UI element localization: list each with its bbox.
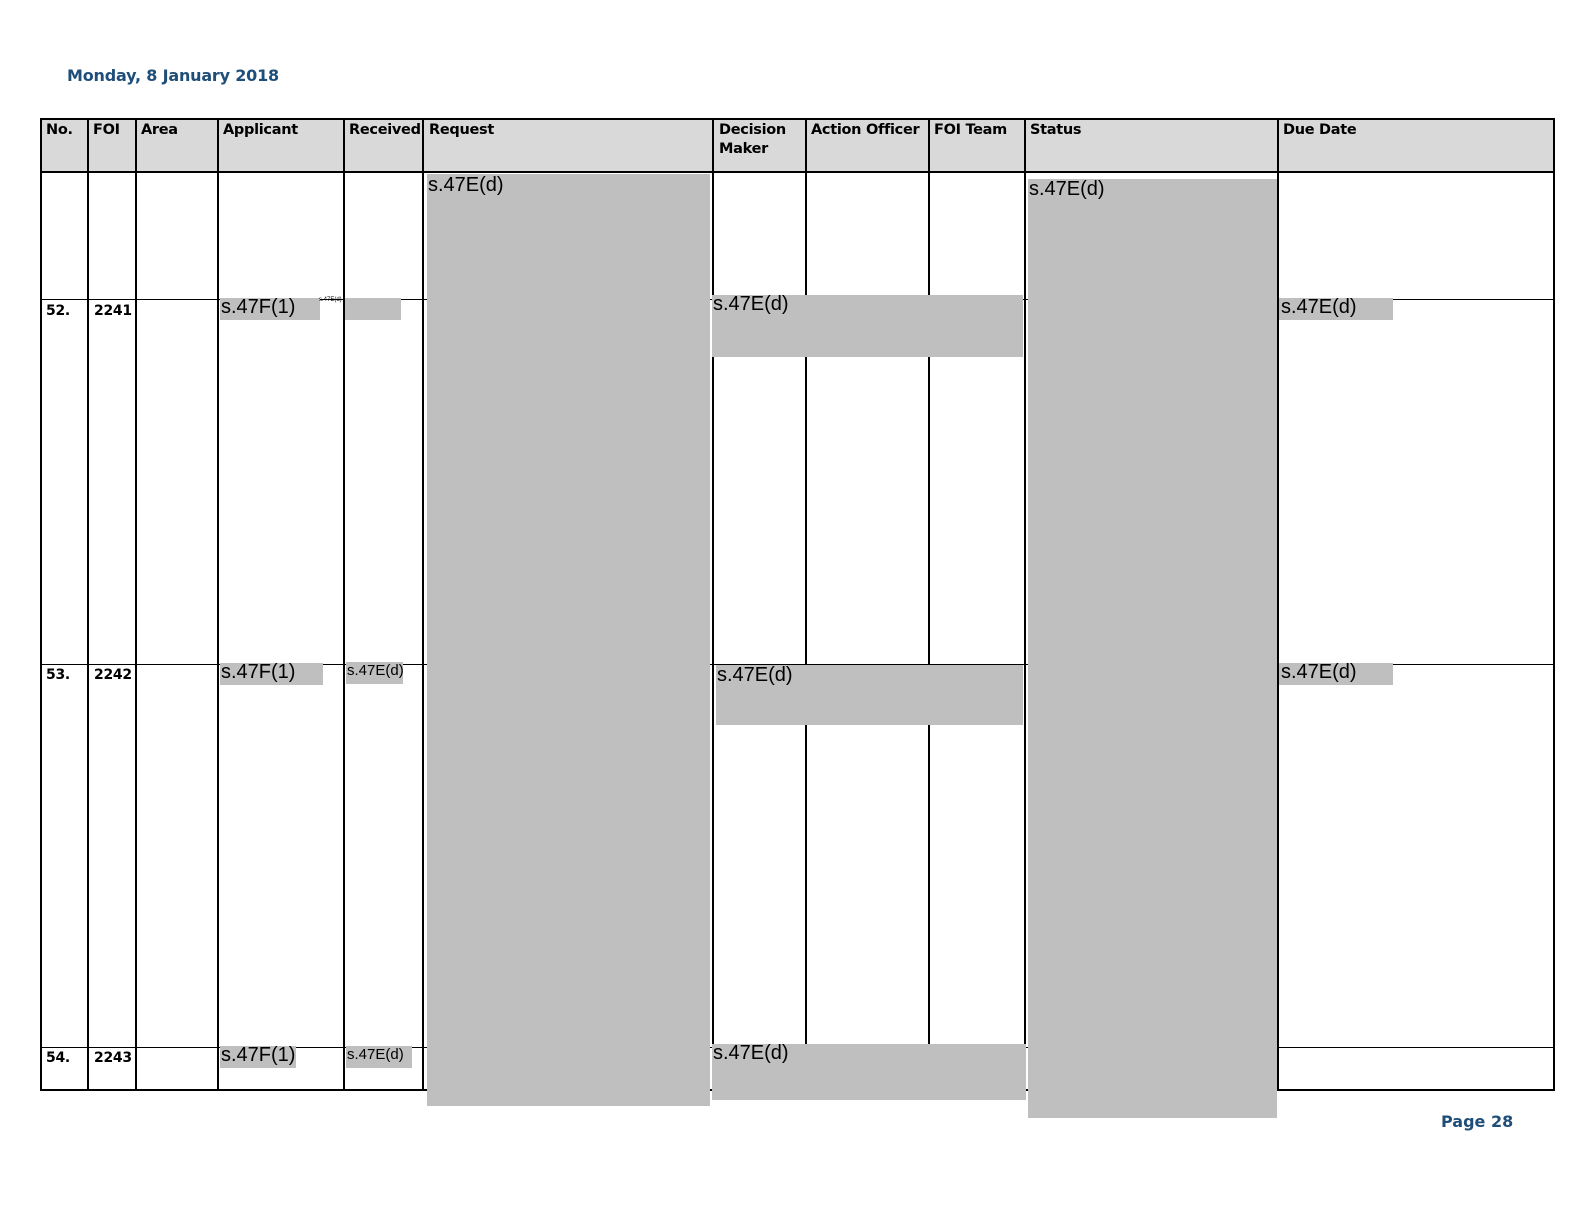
- col-border-no: [87, 118, 89, 1091]
- col-header-due-date: Due Date: [1283, 122, 1357, 138]
- status-redaction-block: [1028, 179, 1277, 1118]
- col-border-action: [928, 118, 930, 1048]
- col-header-status: Status: [1030, 122, 1082, 138]
- row-52-received-redaction: [345, 298, 401, 320]
- col-header-decision-maker: Decision Maker: [719, 122, 786, 157]
- row-53-foi: 2242: [94, 667, 132, 683]
- col-border-left: [40, 118, 42, 1091]
- col-border-foi: [135, 118, 137, 1091]
- col-border-foiteam: [1024, 118, 1026, 1091]
- col-border-decision: [805, 118, 807, 1048]
- col-header-foi-team: FOI Team: [934, 122, 1007, 138]
- row-52-applicant: s.47F(1): [221, 296, 296, 318]
- row-53-due: s.47E(d): [1281, 661, 1357, 683]
- row-54-no: 54.: [46, 1050, 70, 1066]
- status-redaction-label: s.47E(d): [1029, 178, 1105, 200]
- col-border-received: [422, 118, 424, 1091]
- col-border-right: [1553, 118, 1555, 1091]
- row-52-decision: s.47E(d): [713, 293, 789, 315]
- col-border-status: [1277, 118, 1279, 1091]
- col-border-request: [712, 118, 714, 1091]
- request-redaction-block: [427, 174, 710, 1106]
- row-54-foi: 2243: [94, 1050, 132, 1066]
- row-54-applicant: s.47F(1): [221, 1044, 296, 1066]
- col-border-applicant: [343, 118, 345, 1091]
- row-53-decision: s.47E(d): [717, 664, 793, 686]
- row-54-decision: s.47E(d): [713, 1042, 789, 1064]
- request-redaction-label: s.47E(d): [428, 174, 504, 196]
- col-border-area: [217, 118, 219, 1091]
- col-header-area: Area: [141, 122, 178, 138]
- row-52-due: s.47E(d): [1281, 296, 1357, 318]
- row-54-received: s.47E(d): [347, 1046, 404, 1063]
- col-header-foi: FOI: [93, 122, 120, 138]
- row-52-foi: 2241: [94, 303, 132, 319]
- col-header-action-officer: Action Officer: [811, 122, 920, 138]
- row-53-received: s.47E(d): [347, 662, 404, 679]
- row-52-received: s.47E(d): [319, 297, 342, 303]
- col-header-applicant: Applicant: [223, 122, 298, 138]
- row-53-applicant: s.47F(1): [221, 661, 296, 683]
- col-header-request: Request: [429, 122, 494, 138]
- col-header-no: No.: [46, 122, 73, 138]
- table-header-bottom-border: [40, 171, 1555, 173]
- col-header-received: Received: [349, 122, 421, 138]
- row-52-no: 52.: [46, 303, 70, 319]
- report-date: Monday, 8 January 2018: [67, 66, 279, 85]
- page-number: Page 28: [1441, 1112, 1514, 1131]
- table-top-border: [40, 118, 1555, 120]
- row-53-no: 53.: [46, 667, 70, 683]
